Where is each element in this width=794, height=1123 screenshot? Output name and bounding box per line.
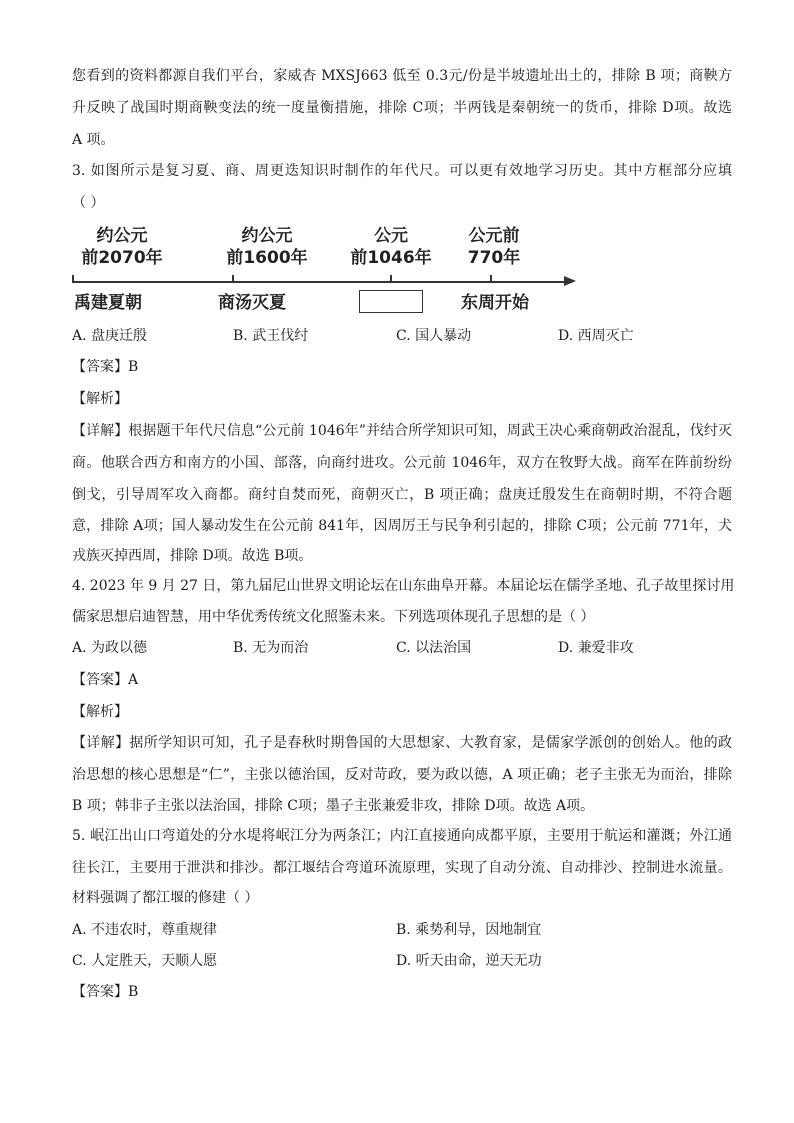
q3-detail-line-1: 【详解】根据题干年代尺信息“公元前 1046年”并结合所学知识可知，周武王决心乘商朝政治混乱，伐纣灭: [72, 423, 732, 439]
q3-detail-line-3: 倒戈，引导周军攻入商都。商纣自焚而死，商朝灭亡，B 项正确；盘庚迁殷发生在商朝时期，不符合题: [72, 487, 732, 503]
timeline-event-4: 东周开始: [461, 293, 529, 313]
q4-detail-line-3: B 项；韩非子主张以法治国，排除 C项；墨子主张兼爱非攻，排除 D项。故选 A项。: [72, 798, 595, 814]
q4-stem-line-1: 4. 2023 年 9 月 27 日，第九届尼山世界文明论坛在山东曲阜开幕。本届论坛在儒学圣地、孔子故里探讨用: [72, 578, 735, 594]
timeline-tick: [490, 275, 492, 282]
q3-stem-line-2: （ ）: [72, 195, 105, 211]
intro-line-2: 升反映了战国时期商鞅变法的统一度量衡措施，排除 C项；半两钱是秦朝统一的货币，排除 D项。故选: [72, 100, 732, 116]
q3-option-c: C. 国人暴动: [396, 328, 472, 344]
q4-analysis-heading: 【解析】: [72, 704, 128, 720]
q3-option-b: B. 武王伐纣: [233, 328, 309, 344]
timeline-event-2: 商汤灭夏: [218, 293, 286, 313]
q3-analysis-heading: 【解析】: [72, 391, 128, 407]
timeline-axis: [72, 281, 572, 283]
q5-option-a: A. 不违农时，尊重规律: [72, 922, 218, 938]
intro-line-3: A 项。: [72, 132, 115, 148]
timeline-label-3-line-1: 公元: [374, 226, 408, 246]
q5-answer: 【答案】B: [72, 984, 139, 1000]
q3-stem-line-1: 3. 如图所示是复习夏、商、周更迭知识时制作的年代尺。可以更有效地学习历史。其中方框部分应填: [72, 163, 732, 179]
q4-stem-line-2: 儒家思想启迪智慧，用中华优秀传统文化照鉴未来。下列选项体现孔子思想的是（ ）: [72, 609, 595, 625]
timeline-label-1-line-2: 前2070年: [81, 248, 163, 268]
q3-detail-line-2: 商。他联合西方和南方的小国、部落，向商纣进攻。公元前 1046年，双方在牧野大战。商军在阵前纷纷: [72, 455, 732, 471]
timeline-label-4-line-2: 770年: [467, 248, 521, 268]
q3-option-d: D. 西周灭亡: [558, 328, 634, 344]
q3-timeline: [72, 222, 582, 322]
q4-detail-line-1: 【详解】据所学知识可知，孔子是春秋时期鲁国的大思想家、大教育家，是儒家学派创的创始人。他的政: [72, 735, 732, 751]
q5-option-b: B. 乘势利导，因地制宜: [396, 922, 542, 938]
q4-detail-line-2: 治思想的核心思想是“仁”，主张以德治国，反对苛政，要为政以德，A 项正确；老子主张无为而治，排除: [72, 767, 732, 783]
timeline-event-1: 禹建夏朝: [74, 293, 142, 313]
q3-detail-line-4: 意，排除 A项；国人暴动发生在公元前 841年，因周厉王与民争利引起的，排除 C项；公元前 771年，犬: [72, 518, 732, 534]
q4-option-d: D. 兼爱非攻: [558, 640, 634, 656]
q3-answer: 【答案】B: [72, 359, 139, 375]
intro-line-1: 您看到的资料都源自我们平台，家威杏 MXSJ663 低至 0.3元/份是半坡遗址出土的，排除 B 项；商鞅方: [72, 68, 732, 84]
timeline-arrow-icon: [564, 276, 576, 286]
q4-answer: 【答案】A: [72, 672, 139, 688]
timeline-tick: [232, 275, 234, 282]
q5-option-c: C. 人定胜天，天顺人愿: [72, 953, 218, 969]
q4-option-c: C. 以法治国: [396, 640, 472, 656]
q5-stem-line-1: 5. 岷江出山口弯道处的分水堤将岷江分为两条江；内江直接通向成都平原，主要用于航运和灌溉；外江通: [72, 828, 732, 844]
q4-option-b: B. 无为而治: [233, 640, 309, 656]
timeline-label-3-line-2: 前1046年: [350, 248, 432, 268]
q5-stem-line-3: 材料强调了都江堰的修建（ ）: [72, 890, 259, 906]
timeline-label-4-line-1: 公元前: [468, 226, 520, 246]
q3-option-a: A. 盘庚迁殷: [72, 328, 148, 344]
timeline-label-2-line-2: 前1600年: [226, 248, 308, 268]
q4-option-a: A. 为政以德: [72, 640, 148, 656]
q3-detail-line-5: 戎族灭掉西周，排除 D项。故选 B项。: [72, 548, 313, 564]
timeline-blank-box: [359, 290, 423, 313]
timeline-tick: [390, 275, 392, 282]
q5-option-d: D. 听天由命，逆天无功: [396, 953, 542, 969]
timeline-tick: [72, 275, 74, 282]
timeline-label-1-line-1: 约公元: [96, 226, 148, 246]
timeline-label-2-line-1: 约公元: [241, 226, 293, 246]
q5-stem-line-2: 往长江，主要用于泄洪和排沙。都江堰结合弯道环流原理，实现了自动分流、自动排沙、控制进水流量。: [72, 860, 732, 876]
